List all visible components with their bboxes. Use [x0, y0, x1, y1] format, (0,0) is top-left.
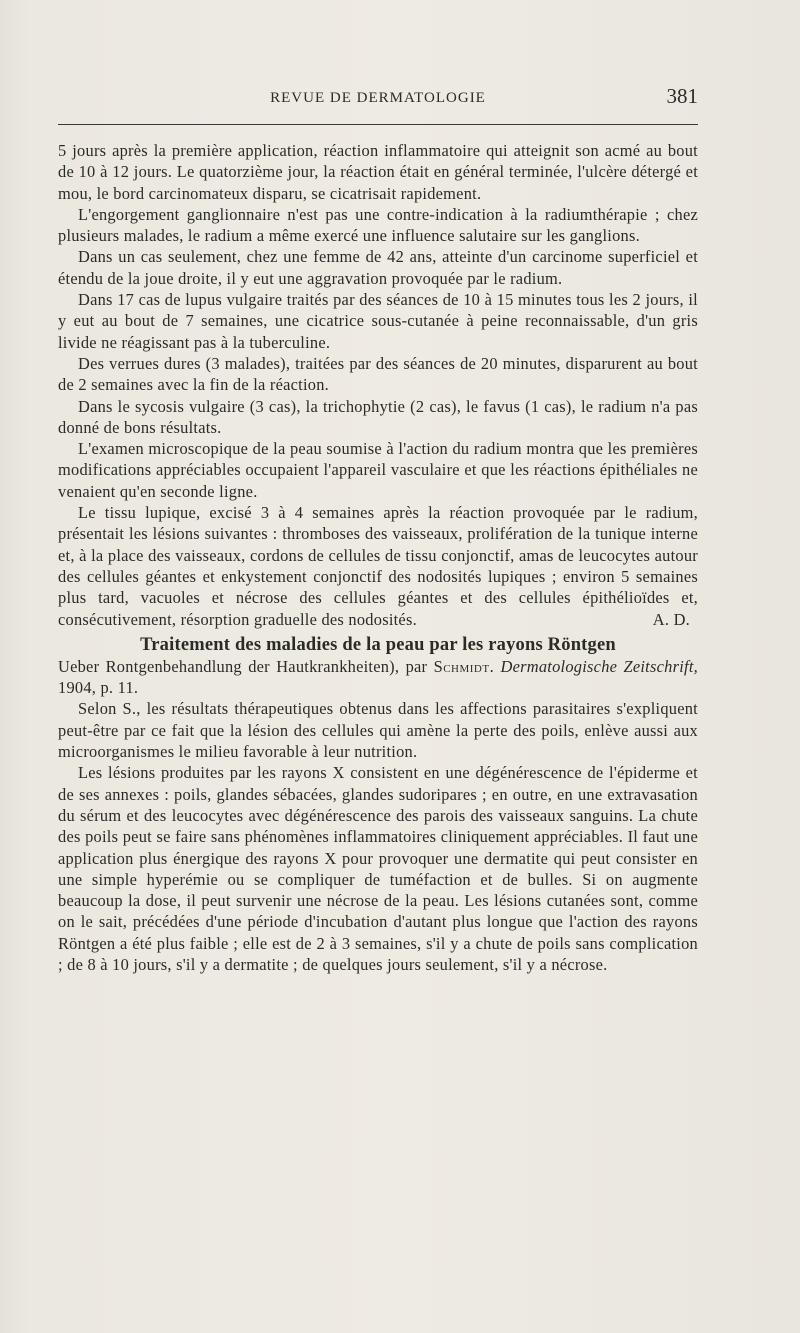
paragraph: Les lésions produites par les rayons X consistent en une dégénérescence de l'épiderme et de ses annexes : poils, glandes sébacées, glandes sudoripares ; en outre, en une extravasation du sérum et des leucocytes avec dégénérescence des parois des vaisseaux sanguins. La chute des poils peut se faire sans phénomènes inflammatoires cliniquement appréciables. Il faut une application plus énergique des rayons X pour provoquer une dermatite qui peut consister en une simple hyperémie ou se compliquer de tuméfaction et de bulles. Si on augmente beaucoup la dose, il peut survenir une nécrose de la peau. Les lésions cutanées sont, comme on le sait, précédées d'une période d'incubation d'autant plus longue que l'action des rayons Röntgen a été plus faible ; elle est de 2 à 3 semaines, s'il y a chute de poils sans complication ; de 8 à 10 jours, s'il y a dermatite ; de quelques jours seulement, s'il y a nécrose. [58, 763, 698, 974]
paragraph: L'engorgement ganglionnaire n'est pas une contre-indication à la radiumthérapie ; chez plusieurs malades, le radium a même exercé une influence salutaire sur les ganglions. [58, 204, 698, 246]
paragraph [58, 502, 698, 630]
running-title: REVUE DE DERMATOLOGIE [270, 90, 486, 106]
paragraph: Selon S., les résultats thérapeutiques obtenus dans les affections parasitaires s'expliquent peut-être par ce fait que la lésion des cellules qui amène la perte des poils, enlève aussi aux microorganismes le milieu favorable à leur nutrition. [58, 699, 698, 762]
paragraph: Dans le sycosis vulgaire (3 cas), la trichophytie (2 cas), le favus (1 cas), le radium n'a pas donné de bons résultats. [58, 396, 698, 437]
paragraph: L'examen microscopique de la peau soumise à l'action du radium montra que les premières modifications appréciables occupaient l'appareil vasculaire et que les réactions épithéliales ne venaient qu'en seconde ligne. [58, 439, 698, 501]
paragraph: Dans un cas seulement, chez une femme de 42 ans, atteinte d'un carcinome superficiel et étendu de la joue droite, il y eut une aggravation provoquée par le radium. [58, 247, 698, 288]
paragraph-text: Le tissu lupique, excisé 3 à 4 semaines après la réaction provoquée par le radium, présentait les lésions suivantes : thromboses des vaisseaux, prolifération de la tunique interne et, à la place des vaisseaux, cordons de cellules de tissu conjonctif, amas de leucocytes autour des cellules géantes et enkystement conjonctif des nodosités lupiques ; environ 5 semaines plus tard, vacuoles et nécrose des cellules géantes et des cellules épithélioïdes et, consécutivement, résorption graduelle des nodosités. [58, 503, 698, 629]
body-text [58, 140, 698, 975]
citation-reference: 1904, p. 11. [58, 678, 139, 698]
paragraph: Dans 17 cas de lupus vulgaire traités par des séances de 10 à 15 minutes tous les 2 jours, il y eut au bout de 7 semaines, une cicatrice sous-cutanée à peine reconnaissable, d'un gris livide ne réagissant pas à la tuberculine. [58, 290, 698, 352]
paragraph: Des verrues dures (3 malades), traitées par des séances de 20 minutes, disparurent au bout de 2 semaines avec la fin de la réaction. [58, 353, 698, 395]
citation-title: Ueber Rontgenbehandlung der Hautkrankheiten), par [58, 656, 428, 676]
page-number: 381 [666, 84, 698, 108]
citation-author: Schmidt. [433, 656, 495, 676]
header-rule [58, 124, 698, 125]
author-signature: A. D. [652, 609, 690, 629]
citation-journal: Dermatologische Zeitschrift, [500, 656, 698, 676]
section-title: Traitement des maladies de la peau par les rayons Röntgen [140, 634, 616, 655]
paragraph: 5 jours après la première application, réaction inflammatoire qui atteignit son acmé au bout de 10 à 12 jours. Le quatorzième jour, la réaction était en général terminée, l'ulcère détergé et mou, le bord carcinomateux disparu, se cicatrisait rapidement. [58, 141, 698, 203]
page-header [58, 84, 698, 116]
citation [58, 656, 698, 699]
